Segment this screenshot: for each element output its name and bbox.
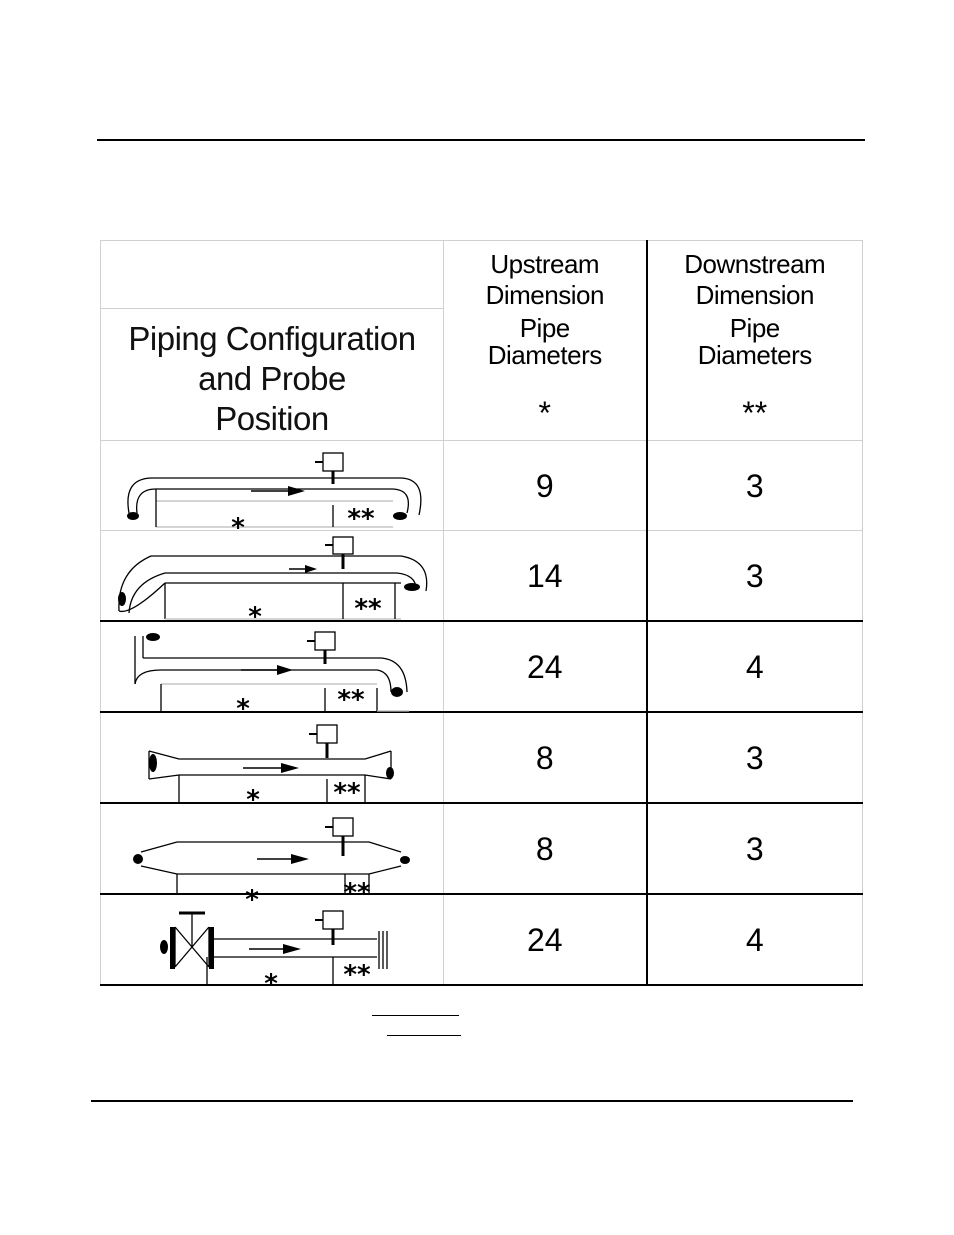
config-diagram-cell xyxy=(101,441,444,543)
table-row xyxy=(101,803,863,894)
header-upstream-mark: * xyxy=(538,395,551,431)
downstream-value: 4 xyxy=(745,648,764,685)
downstream-mark: ** xyxy=(337,685,365,715)
pipe-diagram-expander xyxy=(101,713,444,815)
pipe-diagram-tee-elbow xyxy=(101,622,444,724)
downstream-mark: ** xyxy=(343,960,371,990)
downstream-mark: ** xyxy=(347,504,375,534)
upstream-value: 8 xyxy=(535,739,554,776)
upstream-mark: * xyxy=(264,969,278,999)
blank-underline xyxy=(372,1015,459,1016)
config-diagram-cell xyxy=(101,621,444,724)
pipe-diagram-double-elbow-out-of-plane xyxy=(101,531,444,632)
upstream-value: 9 xyxy=(535,467,554,504)
header-upstream-cell xyxy=(444,241,647,441)
config-diagram-cell xyxy=(101,803,444,915)
upstream-mark: * xyxy=(236,694,250,724)
downstream-value: 3 xyxy=(745,557,764,594)
table-row xyxy=(101,712,863,803)
upstream-mark: * xyxy=(231,513,245,543)
upstream-mark: * xyxy=(246,785,260,815)
top-rule xyxy=(97,139,865,141)
header-config-cell xyxy=(101,241,444,441)
downstream-value: 3 xyxy=(745,739,764,776)
upstream-value: 24 xyxy=(526,921,563,958)
upstream-value-cell xyxy=(444,441,647,531)
upstream-value-cell xyxy=(444,894,647,985)
downstream-value-cell xyxy=(647,441,863,531)
table-row xyxy=(101,621,863,712)
header-config-title: Piping Configuration and Probe Position xyxy=(128,320,416,437)
blank-underline xyxy=(387,1035,461,1036)
downstream-mark: ** xyxy=(343,878,371,908)
downstream-mark: ** xyxy=(354,594,382,624)
table-row xyxy=(101,531,863,622)
upstream-mark: * xyxy=(248,602,262,632)
pipe-diagram-reducer xyxy=(101,804,444,915)
table-row xyxy=(101,894,863,985)
downstream-value: 3 xyxy=(745,830,764,867)
downstream-value-cell xyxy=(647,894,863,985)
header-upstream-title: Upstream Dimension xyxy=(485,249,604,310)
bottom-rule xyxy=(91,1100,853,1102)
downstream-mark: ** xyxy=(333,778,361,808)
upstream-value: 14 xyxy=(526,557,563,594)
downstream-value-cell xyxy=(647,621,863,712)
header-downstream-mark: ** xyxy=(742,395,768,431)
downstream-value: 4 xyxy=(745,921,764,958)
downstream-value-cell xyxy=(647,531,863,622)
header-downstream-cell xyxy=(647,241,863,441)
upstream-value: 8 xyxy=(535,830,554,867)
config-diagram-cell xyxy=(101,712,444,815)
upstream-value-cell xyxy=(444,712,647,803)
downstream-value-cell xyxy=(647,712,863,803)
header-upstream-unit: Pipe Diameters xyxy=(487,313,602,370)
table-header-row xyxy=(101,241,863,441)
upstream-value-cell xyxy=(444,531,647,622)
upstream-value-cell xyxy=(444,803,647,894)
pipe-diagram-double-elbow xyxy=(101,441,444,543)
piping-table xyxy=(100,240,863,999)
downstream-value-cell xyxy=(647,803,863,894)
upstream-value: 24 xyxy=(526,648,563,685)
table-row xyxy=(101,441,863,531)
config-diagram-cell xyxy=(101,531,444,632)
header-downstream-unit: Pipe Diameters xyxy=(697,313,812,370)
upstream-value-cell xyxy=(444,621,647,712)
header-downstream-title: Downstream Dimension xyxy=(684,249,826,310)
downstream-value: 3 xyxy=(745,467,764,504)
pipe-diagram-valve xyxy=(101,895,444,999)
config-diagram-cell xyxy=(101,894,444,999)
upstream-mark: * xyxy=(245,885,259,915)
